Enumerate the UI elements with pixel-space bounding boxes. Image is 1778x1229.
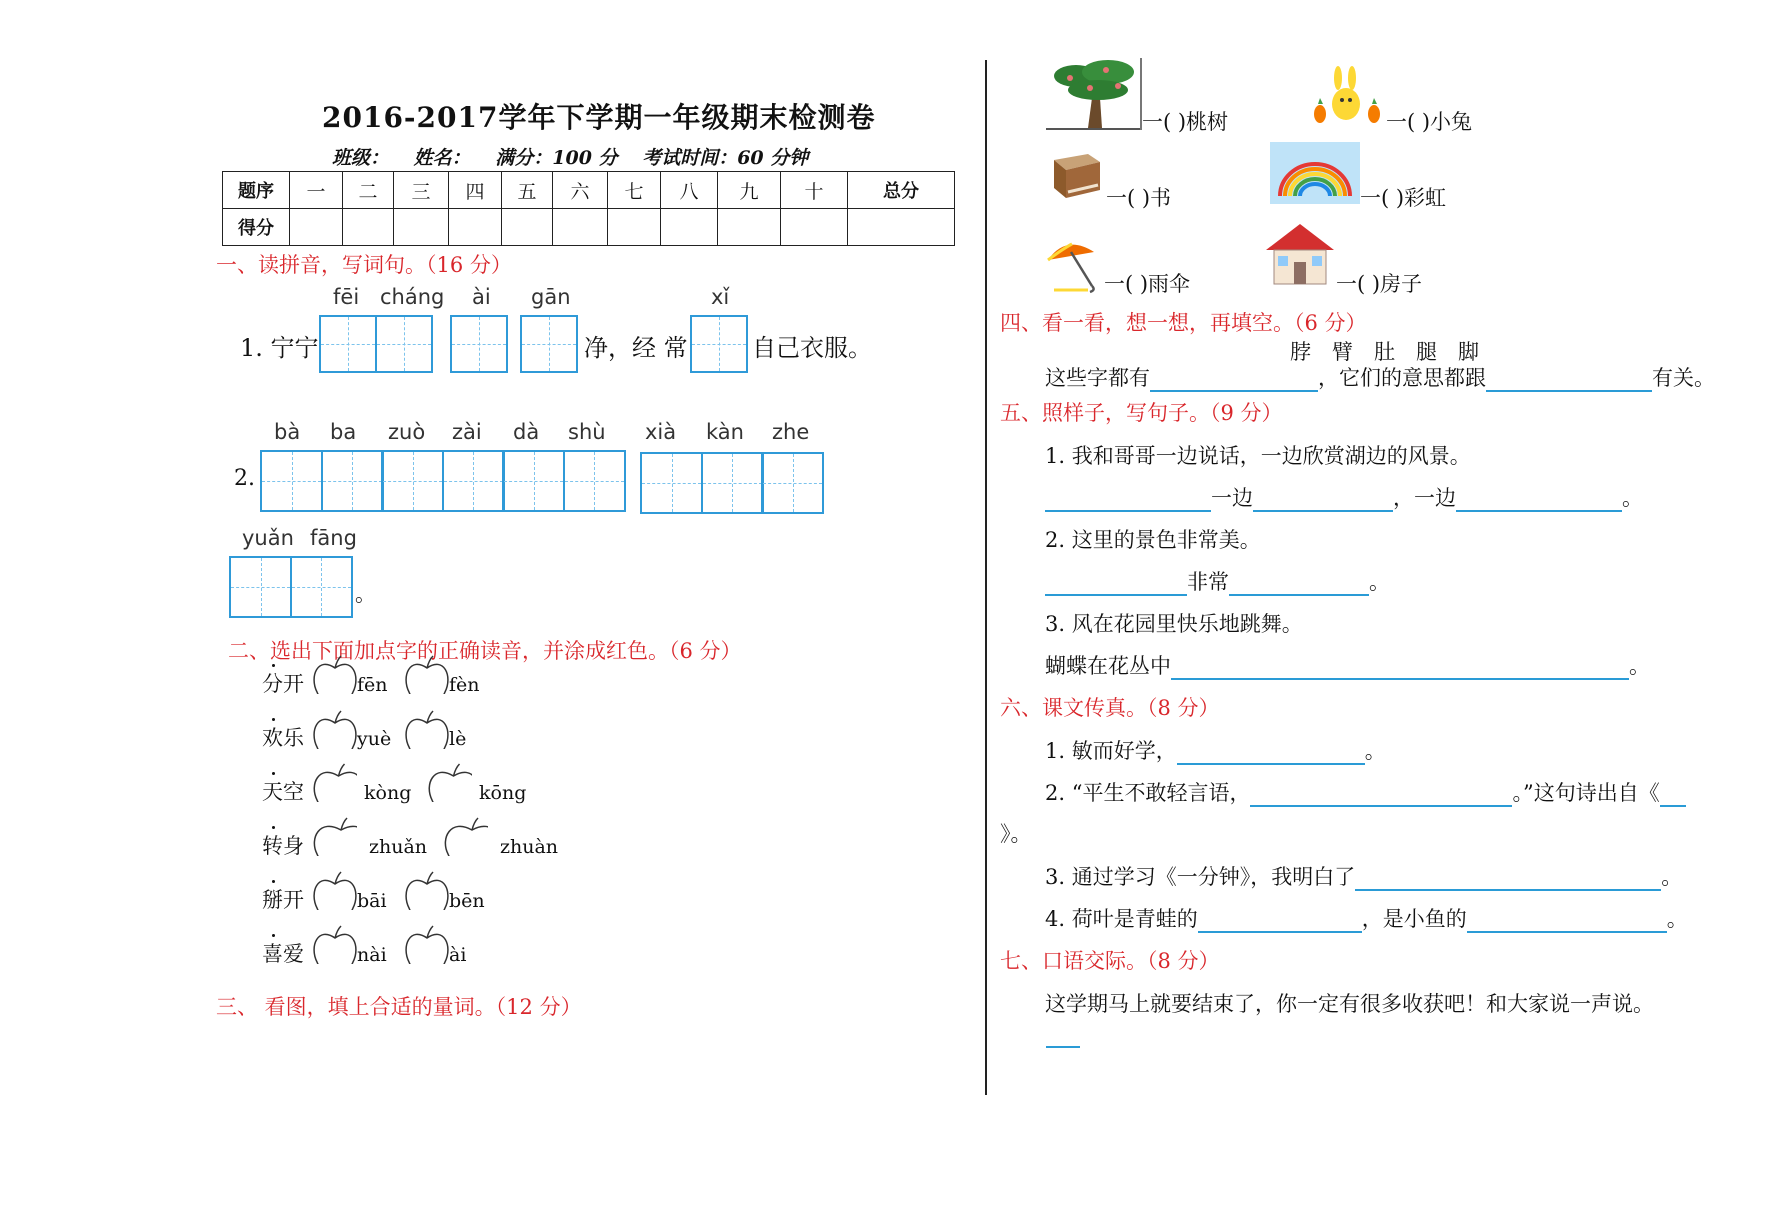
writing-grid[interactable]	[520, 315, 576, 373]
fill-sentence	[1045, 650, 1650, 680]
answer-blank[interactable]	[1660, 783, 1686, 807]
score-input-cell[interactable]	[290, 209, 343, 246]
measure-word-item[interactable]: 一( )房子	[1336, 272, 1423, 296]
table-cell: 八	[661, 172, 718, 209]
answer-blank[interactable]	[1177, 741, 1365, 765]
sentence-part: 》。	[1000, 822, 1032, 846]
question-text: 1. 宁宁	[240, 334, 319, 362]
page-title: 2016-2017学年下学期一年级期末检测卷	[322, 101, 876, 134]
table-cell: 二	[343, 172, 394, 209]
score-input-cell[interactable]	[553, 209, 608, 246]
writing-grid[interactable]	[319, 315, 430, 373]
apple-choice-icon[interactable]	[403, 924, 449, 964]
table-cell: 五	[502, 172, 553, 209]
apple-choice-icon[interactable]	[311, 709, 357, 749]
book-picture	[1048, 152, 1106, 202]
apple-choice-icon[interactable]	[311, 870, 357, 910]
section-3-heading: 三、 看图，填上合适的量词。（12 分）	[216, 995, 582, 1019]
answer-blank[interactable]	[1250, 783, 1512, 807]
answer-blank[interactable]	[1046, 1046, 1080, 1048]
pinyin: yuǎn	[242, 526, 294, 550]
table-cell: 十	[781, 172, 848, 209]
emphasis-dot	[272, 718, 275, 721]
example-sentence: 1. 我和哥哥一边说话，一边欣赏湖边的风景。	[1045, 444, 1471, 468]
choice-word: 分开	[262, 672, 304, 696]
pinyin-option: lè	[449, 728, 467, 750]
pinyin: zuò	[388, 420, 426, 444]
score-input-cell[interactable]	[394, 209, 449, 246]
apple-choice-icon[interactable]	[442, 816, 488, 856]
question-text: 2.	[234, 466, 255, 491]
emphasis-dot	[272, 934, 275, 937]
apple-choice-icon[interactable]	[403, 654, 449, 694]
table-cell: 九	[718, 172, 781, 209]
answer-blank[interactable]	[1045, 488, 1211, 512]
section-4-heading: 四、看一看，想一想，再填空。（6 分）	[1000, 311, 1367, 335]
prompt-text: 这学期马上就要结束了，你一定有很多收获吧！和大家说一声说。	[1045, 992, 1654, 1016]
table-cell: 题序	[223, 172, 290, 209]
pinyin: zhe	[772, 420, 810, 444]
pinyin: dà	[513, 420, 540, 444]
score-input-cell[interactable]	[449, 209, 502, 246]
score-table	[222, 171, 955, 246]
score-input-cell[interactable]	[781, 209, 848, 246]
sentence-part: ，是小鱼的	[1361, 907, 1467, 931]
rainbow-picture	[1270, 142, 1360, 204]
section-5-heading: 五、照样子，写句子。（9 分）	[1000, 401, 1283, 425]
time-label: 考试时间：60 分钟	[642, 147, 809, 169]
measure-word-item[interactable]: 一( )小兔	[1386, 110, 1473, 134]
pinyin: gān	[531, 285, 571, 309]
writing-grid[interactable]	[640, 452, 822, 514]
sentence-part: 这些字都有	[1045, 366, 1150, 390]
measure-word-item[interactable]: 一( )彩虹	[1360, 186, 1447, 210]
sentence-part: 3. 通过学习《一分钟》，我明白了	[1045, 865, 1356, 889]
apple-choice-icon[interactable]	[311, 762, 357, 802]
pinyin: shù	[568, 420, 606, 444]
question-text: 。	[355, 582, 376, 606]
sentence-part: 非常	[1187, 570, 1229, 594]
sentence-part: 2. “平生不敢轻言语，	[1045, 781, 1251, 805]
table-row	[223, 209, 955, 246]
choice-word: 转身	[262, 834, 304, 858]
section-1-heading: 一、读拼音，写词句。（16 分）	[216, 253, 512, 277]
apple-choice-icon[interactable]	[311, 924, 357, 964]
apple-choice-icon[interactable]	[311, 816, 357, 856]
answer-blank[interactable]	[1045, 572, 1187, 596]
pinyin-option: zhuàn	[500, 836, 559, 858]
pinyin-option: nài	[357, 944, 387, 966]
pinyin: fēi	[333, 285, 360, 309]
peach-tree-picture	[1046, 58, 1142, 130]
exam-info	[332, 143, 826, 170]
score-input-cell[interactable]	[343, 209, 394, 246]
emphasis-dot	[272, 826, 275, 829]
table-cell: 得分	[223, 209, 290, 246]
table-cell: 总分	[848, 172, 955, 209]
answer-blank[interactable]	[1150, 368, 1318, 392]
section-6-heading: 六、课文传真。（8 分）	[1000, 696, 1220, 720]
answer-blank[interactable]	[1198, 909, 1362, 933]
emphasis-dot	[272, 664, 275, 667]
answer-blank[interactable]	[1486, 368, 1652, 392]
pinyin: ba	[330, 420, 357, 444]
emphasis-dot	[272, 880, 275, 883]
writing-grid[interactable]	[690, 315, 746, 373]
pinyin: xǐ	[711, 285, 730, 309]
sentence-part: 有关。	[1652, 366, 1715, 390]
rabbit-picture	[1308, 66, 1386, 128]
writing-grid[interactable]	[260, 450, 623, 512]
umbrella-picture	[1044, 234, 1104, 294]
score-input-cell[interactable]	[608, 209, 661, 246]
sentence-part: 一边	[1211, 486, 1253, 510]
pinyin: cháng	[380, 285, 445, 309]
measure-word-item[interactable]: 一( )书	[1106, 186, 1172, 210]
table-cell: 六	[553, 172, 608, 209]
table-cell: 三	[394, 172, 449, 209]
pinyin-option: zhuǎn	[369, 836, 428, 858]
apple-choice-icon[interactable]	[426, 762, 472, 802]
measure-word-item[interactable]: 一( )桃树	[1142, 110, 1229, 134]
class-label: 班级：	[332, 147, 390, 169]
sentence-part: 。	[1666, 907, 1688, 931]
table-cell: 四	[449, 172, 502, 209]
answer-blank[interactable]	[1229, 572, 1369, 596]
sentence-part: 。	[1364, 739, 1386, 763]
pinyin-option: kòng	[364, 782, 412, 804]
pinyin-option: ài	[449, 944, 467, 966]
fill-sentence	[1045, 903, 1688, 933]
table-cell: 一	[290, 172, 343, 209]
emphasis-dot	[272, 772, 275, 775]
score-input-cell[interactable]	[848, 209, 955, 246]
sentence-part: 。	[1629, 654, 1650, 678]
apple-choice-icon[interactable]	[311, 654, 357, 694]
pinyin: kàn	[706, 420, 744, 444]
fill-sentence	[1045, 861, 1682, 891]
body-part-characters: 脖 臂 肚 腿 脚	[1290, 340, 1479, 364]
answer-blank[interactable]	[1171, 656, 1629, 680]
fill-sentence	[1045, 482, 1643, 512]
section-2-heading: 二、选出下面加点字的正确读音，并涂成红色。（6 分）	[228, 639, 742, 663]
score-input-cell[interactable]	[718, 209, 781, 246]
pinyin-option: kōng	[479, 782, 527, 804]
section-7-heading: 七、口语交际。（8 分）	[1000, 949, 1220, 973]
example-sentence: 3. 风在花园里快乐地跳舞。	[1045, 612, 1303, 636]
measure-word-item[interactable]: 一( )雨伞	[1104, 272, 1191, 296]
answer-blank[interactable]	[1253, 488, 1393, 512]
pinyin-option: fèn	[449, 674, 480, 696]
name-label: 姓名：	[413, 147, 471, 169]
sentence-part: 1. 敏而好学，	[1045, 739, 1177, 763]
table-cell: 七	[608, 172, 661, 209]
pinyin-option: yuè	[357, 728, 392, 750]
pinyin: fāng	[310, 526, 357, 550]
sentence-part: 。	[1369, 570, 1390, 594]
score-input-cell[interactable]	[502, 209, 553, 246]
choice-word: 天空	[262, 780, 304, 804]
sentence-part: 。	[1661, 865, 1683, 889]
choice-word: 喜爱	[262, 942, 304, 966]
house-picture	[1264, 222, 1336, 286]
score-input-cell[interactable]	[661, 209, 718, 246]
answer-blank[interactable]	[1456, 488, 1622, 512]
sentence-part: ，一边	[1393, 486, 1456, 510]
answer-blank[interactable]	[1467, 909, 1667, 933]
pinyin: xià	[645, 420, 677, 444]
pinyin: ài	[472, 285, 491, 309]
pinyin-option: bēn	[449, 890, 485, 912]
sentence-part: 蝴蝶在花丛中	[1045, 654, 1171, 678]
pinyin-option: bāi	[357, 890, 387, 912]
writing-grid[interactable]	[229, 556, 350, 618]
answer-blank[interactable]	[1355, 867, 1661, 891]
writing-grid[interactable]	[450, 315, 506, 373]
choice-word: 掰开	[262, 888, 304, 912]
choice-word: 欢乐	[262, 726, 304, 750]
sentence-part: 。	[1622, 486, 1643, 510]
apple-choice-icon[interactable]	[403, 709, 449, 749]
pinyin-option: fēn	[357, 674, 388, 696]
fill-sentence	[1045, 566, 1390, 596]
question-text: 净，经 常	[584, 334, 688, 362]
column-divider	[985, 60, 987, 1095]
sentence-part: 。”这句诗出自《	[1512, 781, 1660, 805]
fill-sentence	[1045, 362, 1715, 392]
pinyin: bà	[274, 420, 301, 444]
table-row	[223, 172, 955, 209]
sentence-part: 4. 荷叶是青蛙的	[1045, 907, 1198, 931]
fill-sentence	[1045, 777, 1686, 807]
example-sentence: 2. 这里的景色非常美。	[1045, 528, 1261, 552]
apple-choice-icon[interactable]	[403, 870, 449, 910]
full-score-label: 满分：100 分	[495, 147, 618, 169]
sentence-part: ，它们的意思都跟	[1318, 366, 1486, 390]
fill-sentence	[1045, 735, 1386, 765]
question-text: 自己衣服。	[752, 334, 872, 362]
pinyin: zài	[452, 420, 482, 444]
